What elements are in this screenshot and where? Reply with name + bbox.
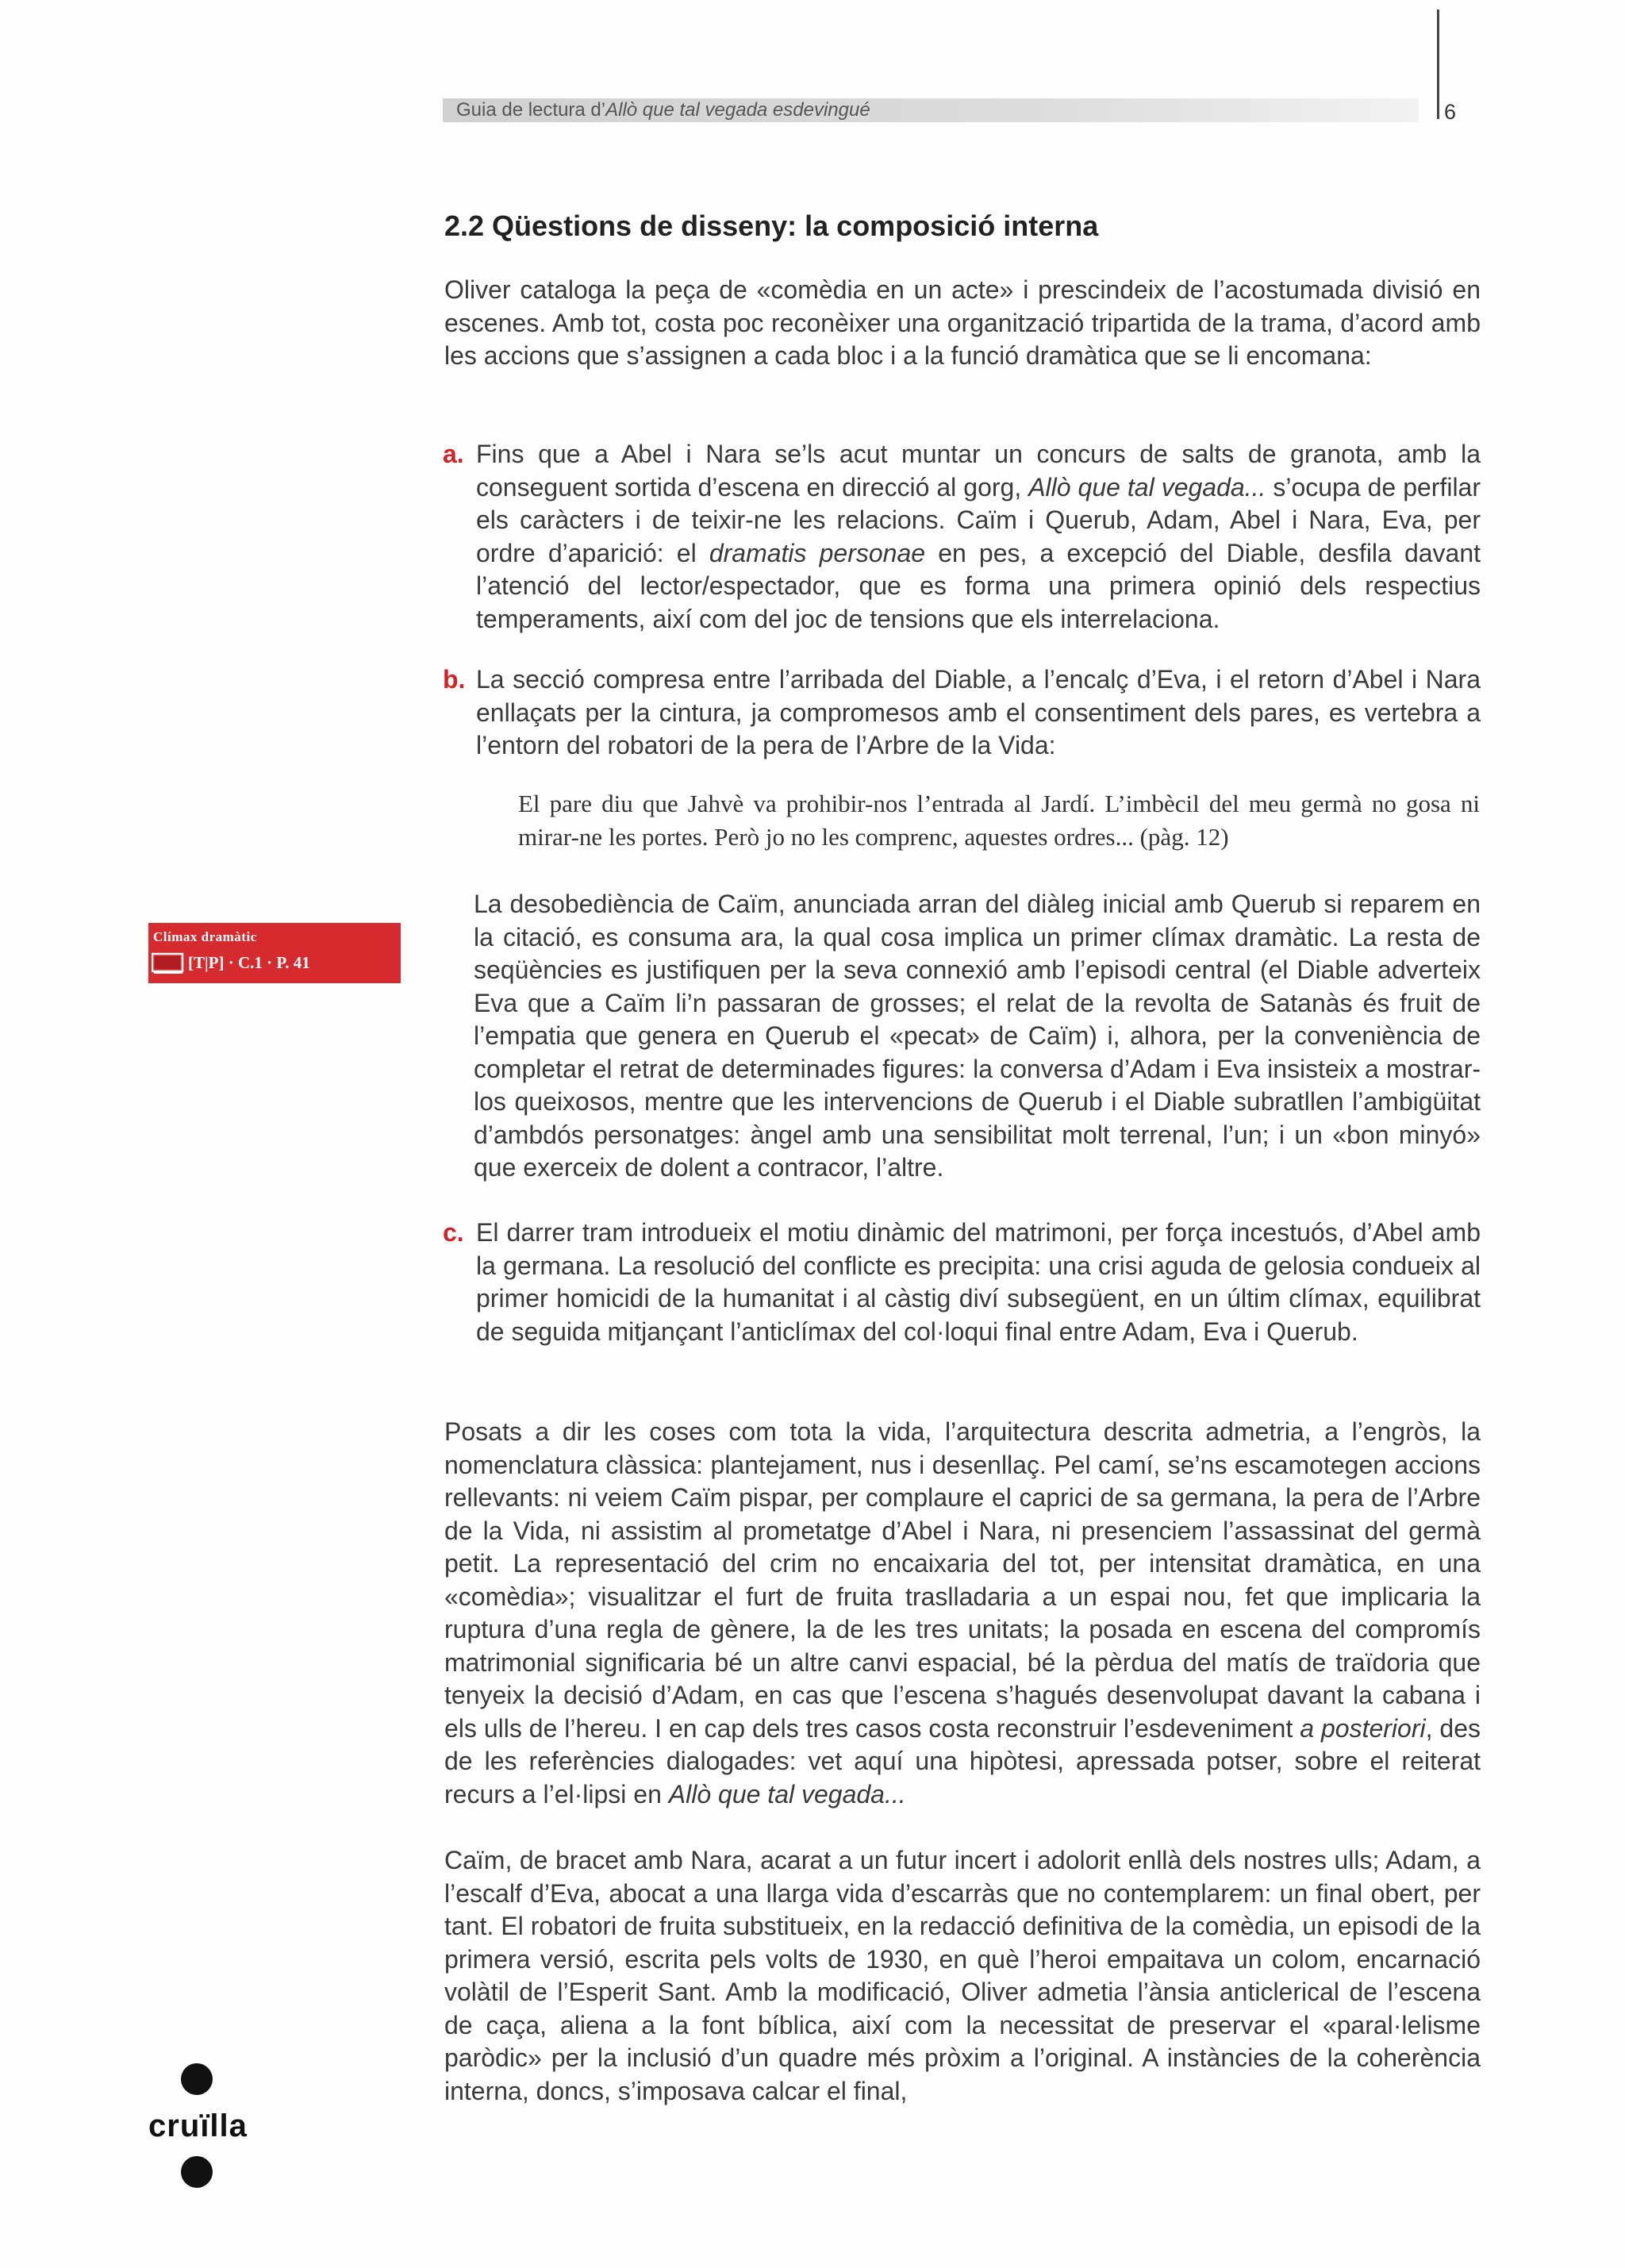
- paragraph-2-italic-1: a posteriori: [1300, 1713, 1426, 1743]
- cruilla-logo: cruïlla: [148, 2108, 248, 2143]
- quote-block: El pare diu que Jahvè va prohibir-nos l’entrada al Jardí. L’imbècil del meu germà no gosa ni mirar-ne les portes. Però jo no les comprenc, aquestes ordres... (pàg. 12): [518, 790, 1480, 851]
- item-a-paragraph: [476, 438, 1481, 636]
- item-a-italic-2: dramatis personae: [709, 538, 926, 567]
- header-divider: [1437, 10, 1439, 119]
- section-title: 2.2 Qüestions de disseny: la composició interna: [444, 210, 1099, 242]
- paragraph-2-italic-2: Allò que tal vegada...: [668, 1779, 906, 1809]
- sidebar-reference-box[interactable]: [148, 923, 401, 983]
- paragraph-2-text-2: , des de les referències dialogades: vet aquí una hipòtesi, apressada potser, sobre el reiterat recurs a l’el·lipsi en: [444, 1713, 1481, 1809]
- item-a-marker: a.: [443, 440, 464, 468]
- item-a-text-1: Fins que a Abel i Nara se’ls acut muntar un concurs de salts de granota, amb la conseguent sortida d’escena en direcció al gorg,: [476, 440, 1481, 502]
- logo-dot-bottom: [181, 2156, 213, 2188]
- item-c-marker: c.: [443, 1218, 464, 1247]
- item-a-text-2: s’ocupa de perfilar els caràcters i de teixir-ne les relacions. Caïm i Querub, Adam, Abel i Nara, Eva, per ordre d’aparició: el: [476, 472, 1481, 567]
- sidebar-reference: [T|P] · C.1 · P. 41: [188, 953, 310, 972]
- item-a-italic-1: Allò que tal vegada...: [1028, 472, 1266, 502]
- item-a-text-3: en pes, a excepció del Diable, desfila davant l’atenció del lector/espectador, que es forma una primera opinió dels respectius temperaments, així com del joc de tensions que els interrelaciona.: [476, 538, 1481, 633]
- running-header: [456, 98, 870, 122]
- page-number: 6: [1444, 100, 1457, 124]
- header-prefix: Guia de lectura d’: [456, 99, 606, 121]
- item-b-continued: La desobediència de Caïm, anunciada arran del diàleg inicial amb Querub si reparem en la citació, es consuma ara, la qual cosa implica un primer clímax dramàtic. La resta de seqüències es justifiquen per la seva connexió amb l’episodi central (el Diable adverteix Eva que a Caïm li’n passaran de grosses; el relat de la revolta de Satanàs és fruit de l’empatia que genera en Querub el «pecat» de Caïm) i, alhora, per la conveniència de completar el retrat de determinades figures: la conversa d’Adam i Eva insisteix a mostrar-los queixosos, mentre que les intervencions de Querub i el Diable subratllen l’ambigüitat d’ambdós personatges: àngel amb una sensibilitat molt terrenal, l’un; i un «bon minyó» que exerceix de dolent a contracor, l’altre.: [474, 890, 1481, 1182]
- paragraph-2-text-1: Posats a dir les coses com tota la vida, l’arquitectura descrita admetria, a l’engròs, la nomenclatura clàssica: plantejament, nus i desenllaç. Pel camí, se’ns escamotegen accions rellevants: ni veiem Caïm pispar, per complaure el caprici de sa germana, la pera de l’Arbre de la Vida, ni assistim al prometatge d’Abel i Nara, ni presenciem l’assassinat del germà petit. La representació del crim no encaixaria del tot, per intensitat dramàtica, en una «comèdia»; visualitzar el furt de fruita traslladaria a un espai nou, fet que implicaria la ruptura d’una regla de gènere, la de les tres unitats; la posada en escena del compromís matrimonial significaria bé un altre canvi espacial, bé la pèrdua del matís de traïdoria que tenyeix la decisió d’Adam, en cas que l’escena s’hagués desenvolupat davant la cabana i els ulls de l’hereu. I en cap dels tres casos costa reconstruir l’esdeveniment: [444, 1417, 1481, 1743]
- sidebar-title: Clímax dramàtic: [153, 929, 257, 944]
- item-b-marker: b.: [443, 665, 466, 694]
- item-b-paragraph: La secció compresa entre l’arribada del Diable, a l’encalç d’Eva, i el retorn d’Abel i Nara enllaçats per la cintura, ja compromesos amb el consentiment dels pares, es vertebra a l’entorn del robatori de la pera de l’Arbre de la Vida:: [476, 665, 1481, 759]
- paragraph-3: Caïm, de bracet amb Nara, acarat a un futur incert i adolorit enllà dels nostres ulls; Adam, a l’escalf d’Eva, abocat a una llarga vida d’escarràs que no contemplarem: un final obert, per tant. El robatori de fruita substitueix, en la redacció definitiva de la comèdia, un episodi de la primera versió, escrita pels volts de 1930, en què l’heroi empaitava un colom, encarnació volàtil de l’Esperit Sant. Amb la modificació, Oliver admetia l’ànsia anticlerical de l’escena de caça, aliena a la font bíblica, així com la necessitat de preservar el «paral·lelisme paròdic» per la inclusió d’un quadre més pròxim a l’original. A instàncies de la coherència interna, doncs, s’imposava calcar el final,: [444, 1846, 1481, 2105]
- logo-dot-top: [181, 2063, 213, 2095]
- paragraph-2: [444, 1416, 1481, 1811]
- item-c-paragraph: El darrer tram introdueix el motiu dinàmic del matrimoni, per força incestuós, d’Abel amb la germana. La resolució del conflicte es precipita: una crisi aguda de gelosia condueix al primer homicidi de la humanitat i al càstig diví subsegüent, en un últim clímax, equilibrat de seguida mitjançant l’anticlímax del col·loqui final entre Adam, Eva i Querub.: [476, 1218, 1481, 1346]
- header-book-title: Allò que tal vegada esdevingué: [605, 99, 870, 121]
- monitor-icon: [152, 951, 185, 979]
- intro-paragraph: Oliver cataloga la peça de «comèdia en un acte» i prescindeix de l’acostumada divisió en escenes. Amb tot, costa poc reconèixer una organització tripartida de la trama, d’acord amb les accions que s’assignen a cada bloc i a la funció dramàtica que se li encomana:: [444, 275, 1481, 370]
